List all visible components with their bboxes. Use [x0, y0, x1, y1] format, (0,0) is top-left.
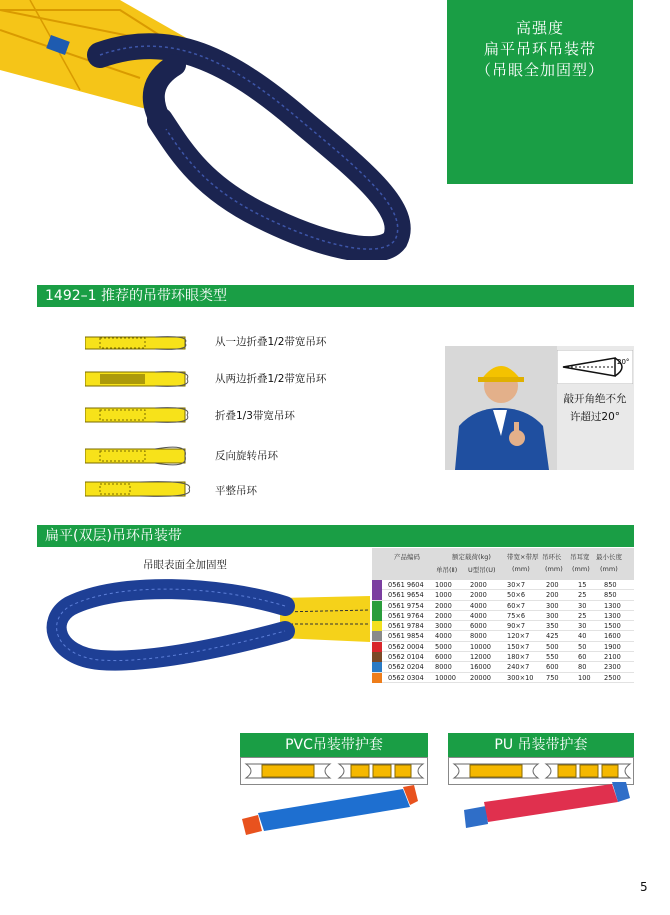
pu-sleeve-diagram-2 — [544, 761, 632, 781]
pvc-sleeve-diagram-1 — [244, 761, 332, 781]
header-unit-4: (mm) — [600, 565, 618, 573]
color-swatch — [372, 652, 382, 662]
table-row: 0561 9754 2000 4000 60×7 300 30 1300 — [372, 601, 634, 611]
eye-type-5-icon — [85, 478, 195, 500]
section-eye-types-bar — [37, 285, 634, 307]
section-flat-sling-bar — [37, 525, 634, 547]
header-load: 额定载荷(kg) — [452, 553, 491, 561]
title-line-3: （吊眼全加固型） — [475, 61, 604, 79]
color-swatch — [372, 580, 382, 590]
hero-sling-illustration — [0, 0, 440, 260]
pvc-diagram-box — [240, 757, 428, 785]
eye-type-2-icon — [85, 368, 195, 390]
pu-diagram-box — [448, 757, 634, 785]
eye-type-4-icon — [85, 443, 195, 469]
color-swatch — [372, 631, 382, 641]
section-flat-sling-title: 扁平(双层)吊环吊装带 — [45, 528, 182, 544]
color-swatch — [372, 642, 382, 652]
pu-sleeve-photo — [462, 782, 634, 830]
eye-type-1-icon — [85, 333, 195, 353]
color-swatch — [372, 673, 382, 683]
color-swatch — [372, 662, 382, 672]
warning-line-1: 敲开角绝不允 — [563, 393, 627, 405]
pvc-title-bar: PVC吊装带护套 — [240, 733, 428, 757]
eye-type-1-label: 从一边折叠1/2带宽吊环 — [215, 336, 327, 348]
pu-sleeve-block — [448, 733, 634, 785]
eye-type-2-label: 从两边折叠1/2带宽吊环 — [215, 373, 327, 385]
pvc-sleeve-diagram-2 — [337, 761, 425, 781]
title-line-1: 高强度 — [515, 19, 564, 37]
warning-line-2: 许超过20° — [569, 411, 621, 423]
pu-sleeve-diagram-1 — [452, 761, 540, 781]
product-title-box — [447, 0, 633, 184]
color-swatch — [372, 601, 382, 611]
table-body — [372, 580, 634, 683]
angle-diagram — [557, 350, 633, 384]
table-row: 0562 0204 8000 16000 240×7 600 80 2300 — [372, 662, 634, 672]
eye-type-4-label: 反向旋转吊环 — [215, 450, 278, 462]
table-row: 0562 0004 5000 10000 150×7 500 50 1900 — [372, 642, 634, 652]
header-eye-width: 吊耳宽 — [570, 553, 590, 561]
angle-warning-text — [557, 390, 633, 426]
header-code: 产品编码 — [394, 553, 420, 561]
header-loop-length: 吊环长 — [542, 553, 562, 561]
header-u: U型吊(U) — [468, 566, 496, 574]
angle-label: 20° — [617, 358, 630, 366]
header-unit-3: (mm) — [572, 565, 590, 573]
color-swatch — [372, 621, 382, 631]
eye-type-3-icon — [85, 404, 195, 426]
header-unit-2: (mm) — [545, 565, 563, 573]
table-row: 0561 9654 1000 2000 50×6 200 25 850 — [372, 590, 634, 600]
eye-type-3-label: 折叠1/3带宽吊环 — [215, 410, 295, 422]
worker-photo — [445, 346, 557, 470]
eye-type-5-label: 平整吊环 — [215, 485, 257, 497]
flat-sling-caption: 吊眼表面全加固型 — [143, 559, 227, 571]
table-row: 0561 9854 4000 8000 120×7 425 40 1600 — [372, 631, 634, 641]
color-swatch — [372, 590, 382, 600]
table-row: 0561 9604 1000 2000 30×7 200 15 850 — [372, 580, 634, 590]
page-number: 5 — [640, 880, 648, 894]
pu-title-bar: PU 吊装带护套 — [448, 733, 634, 757]
header-width: 带宽×带厚 — [507, 553, 539, 561]
pvc-sleeve-block — [240, 733, 428, 785]
flat-sling-illustration — [40, 576, 370, 676]
header-min-length: 最小长度 — [596, 553, 622, 561]
header-single: 单吊(Ⅱ) — [436, 566, 458, 574]
angle-warning-panel — [445, 346, 634, 470]
pvc-sleeve-photo — [238, 785, 418, 835]
table-row: 0562 0104 6000 12000 180×7 550 60 2100 — [372, 652, 634, 662]
table-row: 0561 9764 2000 4000 75×6 300 25 1300 — [372, 611, 634, 621]
header-unit-1: (mm) — [512, 565, 530, 573]
section-eye-types-title: 1492–1 推荐的吊带环眼类型 — [45, 288, 227, 304]
title-line-2: 扁平吊环吊装带 — [483, 40, 596, 58]
table-row: 0561 9784 3000 6000 90×7 350 30 1500 — [372, 621, 634, 631]
color-swatch — [372, 611, 382, 621]
table-row: 0562 0304 10000 20000 300×10 750 100 2500 — [372, 673, 634, 683]
table-header — [372, 548, 634, 580]
product-spec-table — [372, 548, 634, 683]
